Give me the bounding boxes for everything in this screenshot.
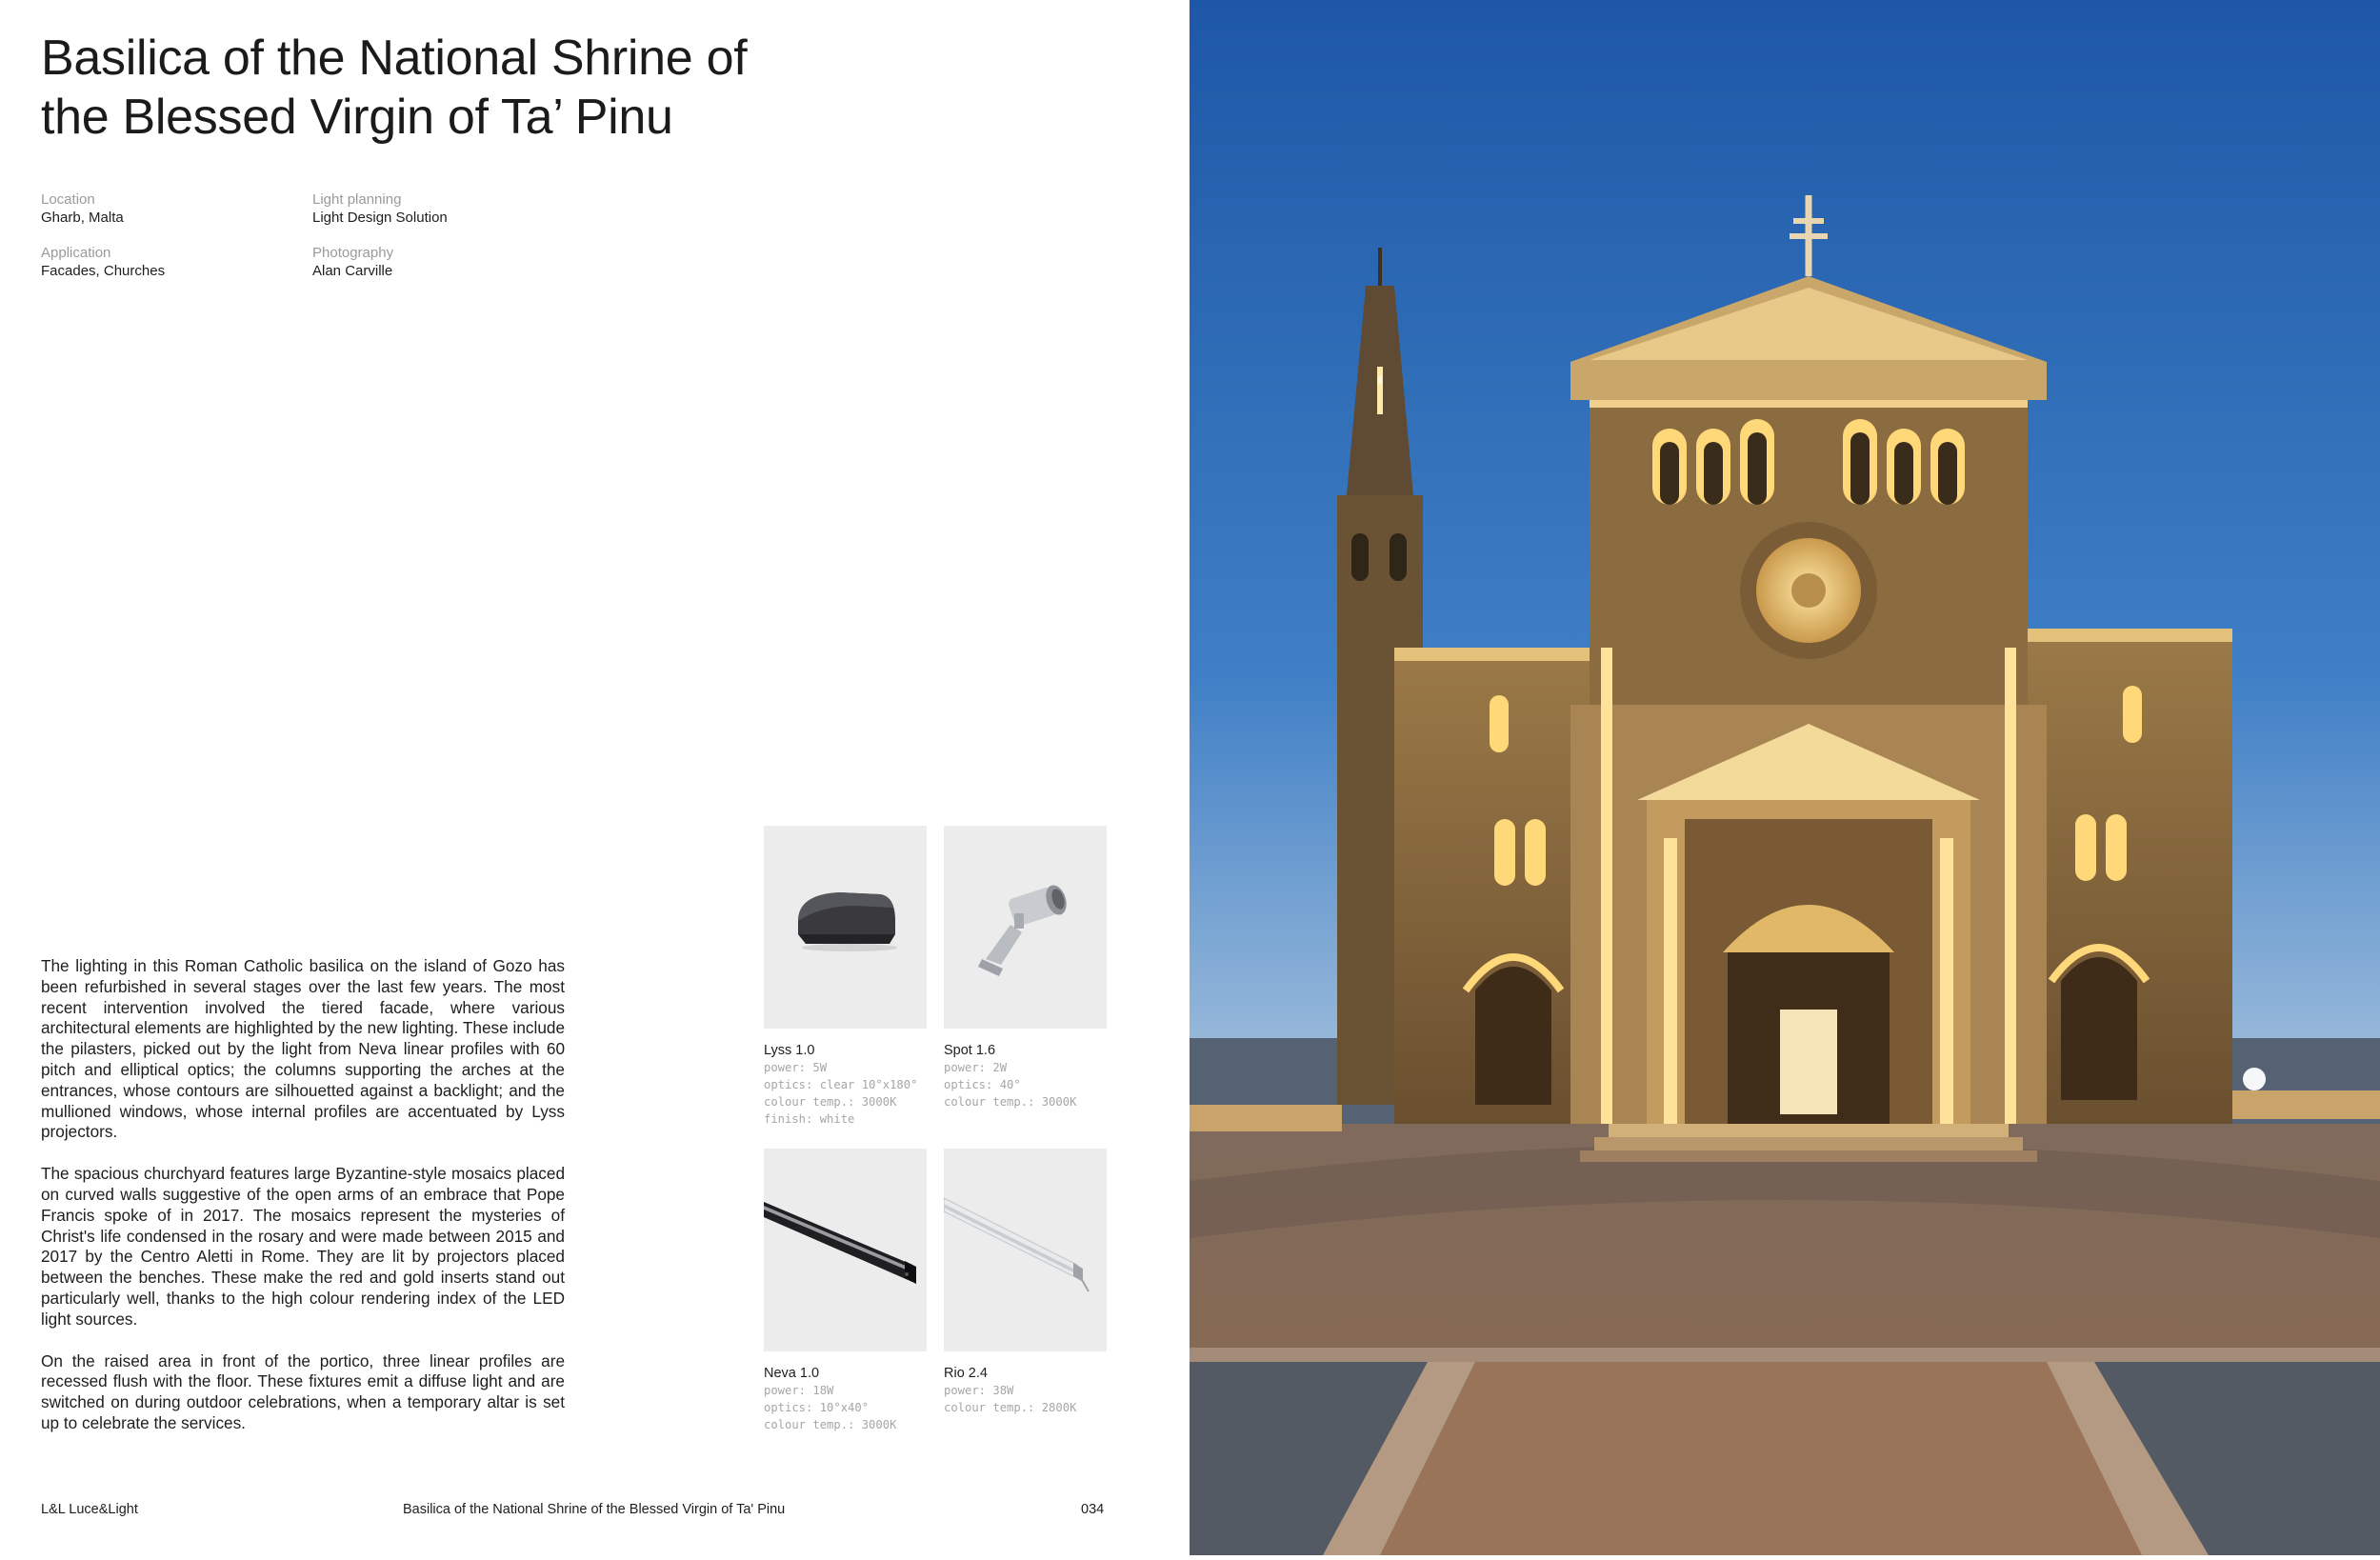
product-spec: optics: 40° [944, 1078, 1021, 1091]
product-spec: colour temp.: 2800K [944, 1401, 1077, 1414]
meta-location [41, 190, 124, 227]
footer-running-title: Basilica of the National Shrine of the Blessed Virgin of Ta' Pinu [403, 1502, 786, 1517]
meta-label: Location [41, 191, 95, 208]
title-line-2: the Blessed Virgin of Ta’ Pinu [41, 90, 673, 145]
product-image-neva [764, 1149, 927, 1351]
product-name: Lyss 1.0 [764, 1043, 815, 1058]
footer-page-number: 034 [1081, 1502, 1105, 1517]
product-image-rio [944, 1149, 1107, 1351]
body-text [41, 956, 565, 1455]
meta-label: Light planning [312, 191, 402, 208]
product-info-spot [944, 1042, 1115, 1110]
page-title [41, 29, 803, 147]
meta-value: Alan Carville [312, 263, 393, 279]
product-image-lyss [764, 826, 927, 1029]
basilica-illustration [1190, 0, 2380, 1555]
product-spec: colour temp.: 3000K [944, 1095, 1077, 1109]
product-spec: optics: clear 10°x180° [764, 1078, 918, 1091]
product-name: Rio 2.4 [944, 1366, 988, 1381]
lyss-fixture-icon [764, 826, 927, 1029]
product-image-spot [944, 826, 1107, 1029]
meta-value: Facades, Churches [41, 263, 166, 279]
meta-value: Light Design Solution [312, 210, 448, 226]
neva-fixture-icon [764, 1149, 927, 1351]
product-spec: colour temp.: 3000K [764, 1095, 897, 1109]
product-spec: finish: white [764, 1112, 855, 1126]
product-spec: power: 38W [944, 1384, 1014, 1397]
meta-application [41, 244, 165, 280]
product-info-lyss [764, 1042, 935, 1128]
basilica-photo [1190, 0, 2380, 1555]
meta-photography [312, 244, 393, 280]
product-spec: power: 5W [764, 1061, 828, 1074]
product-spec: colour temp.: 3000K [764, 1418, 897, 1431]
product-info-rio [944, 1365, 1115, 1416]
spot-fixture-icon [944, 826, 1107, 1029]
rio-fixture-icon [944, 1149, 1107, 1351]
meta-light-planning [312, 190, 448, 227]
product-name: Neva 1.0 [764, 1366, 820, 1381]
title-line-1: Basilica of the National Shrine of [41, 30, 748, 86]
product-spec: power: 18W [764, 1384, 834, 1397]
paragraph: The lighting in this Roman Catholic basilica on the island of Gozo has been refurbished in several stages over the last few years. The most recent intervention involved the tiered facade, where various architectural elements are highlighted by the new lighting. These include the pilasters, picked out by the light from Neva linear profiles with 60 pitch and elliptical optics; the columns supporting the arches at the entrances, whose contours are silhouetted against a backlight; and the mullioned windows, whose internal profiles are accentuated by Lyss projectors. [41, 956, 565, 1142]
product-spec: power: 2W [944, 1061, 1008, 1074]
paragraph: On the raised area in front of the portico, three linear profiles are recessed flush with the floor. These fixtures emit a diffuse light and are switched on during outdoor celebrations, when a temporary altar is set up to celebrate the services. [41, 1350, 565, 1432]
meta-label: Application [41, 245, 111, 261]
footer-brand: L&L Luce&Light [41, 1502, 138, 1517]
product-info-neva [764, 1365, 935, 1433]
meta-value: Gharb, Malta [41, 210, 124, 226]
meta-label: Photography [312, 245, 394, 261]
product-spec: optics: 10°x40° [764, 1401, 870, 1414]
paragraph: The spacious churchyard features large Byzantine-style mosaics placed on curved walls suggestive of the open arms of an embrace that Pope Francis spoke of in 2017. The mosaics represent the mysteries of Christ's life condensed in the rosary and were made between 2015 and 2017 by the Centro Aletti in Rome. They are lit by projectors placed between the benches. These make the red and gold inserts stand out particularly well, thanks to the high colour rendering index of the LED light sources. [41, 1164, 565, 1329]
product-name: Spot 1.6 [944, 1043, 996, 1058]
